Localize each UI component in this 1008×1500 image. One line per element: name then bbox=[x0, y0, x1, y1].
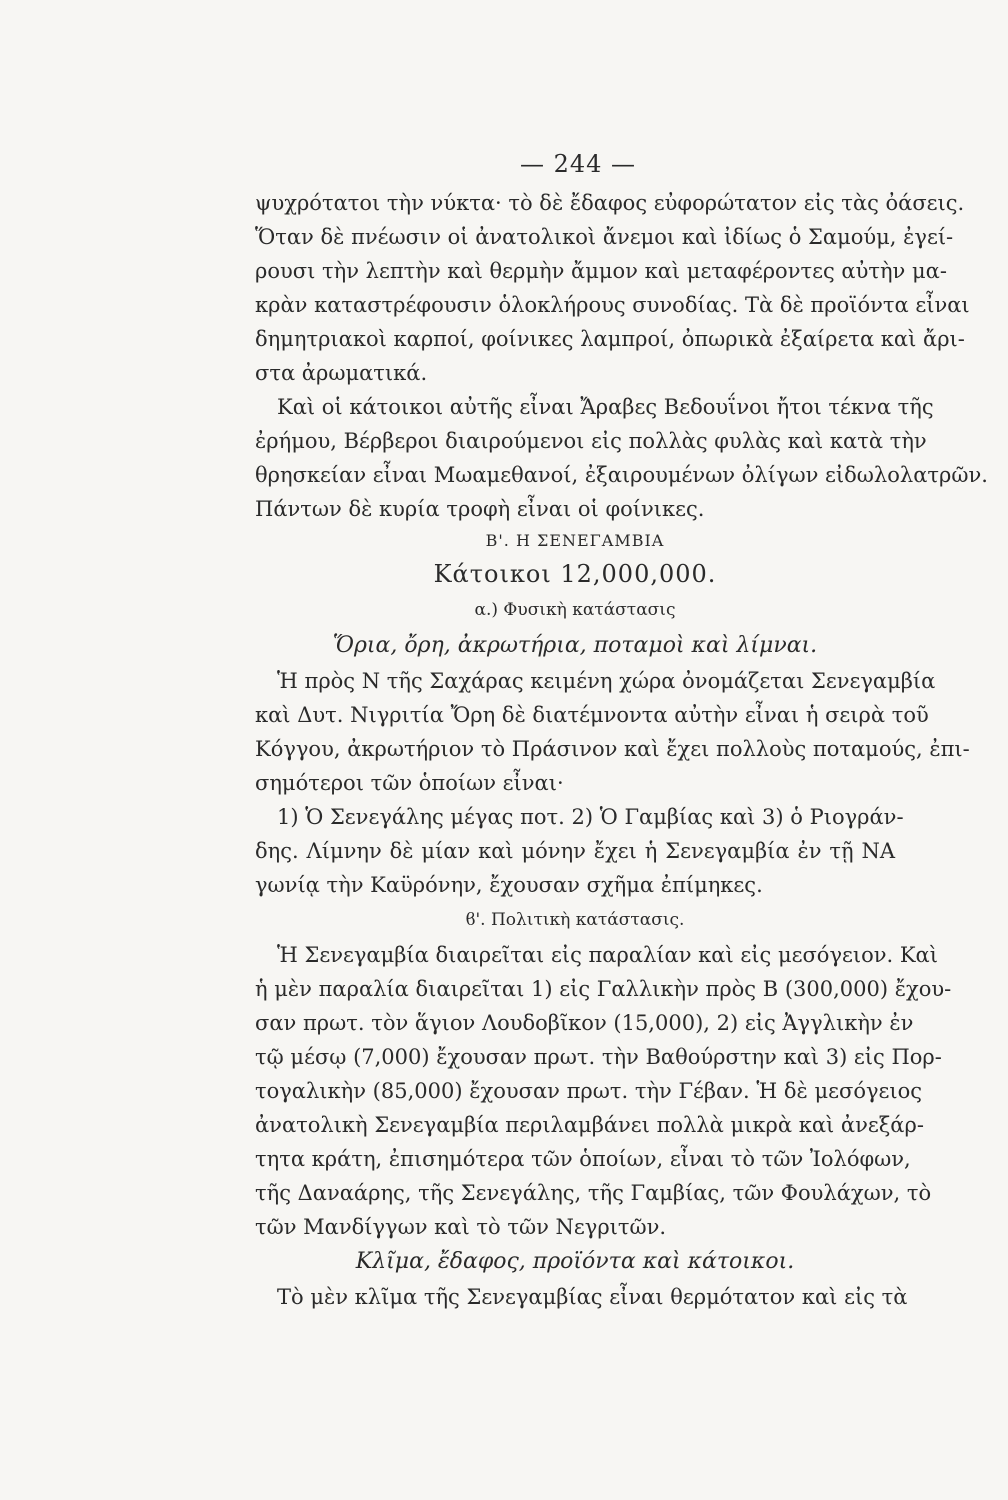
text-line: σαν πρωτ. τὸν ἅγιον Λουδοβῖκον (15,000), 2) εἰς Ἀγγλικὴν ἐν bbox=[255, 1011, 914, 1035]
text-line: Ὅταν δὲ πνέωσιν οἱ ἀνατολικοὶ ἄνεμοι καὶ ἰδίως ὁ Σαμούμ, ἐγεί- bbox=[255, 225, 954, 249]
text-line: ἀνατολικὴ Σενεγαμβία περιλαμβάνει πολλὰ μικρὰ καὶ ἀνεξάρ- bbox=[255, 1113, 924, 1137]
text-line: Πάντων δὲ κυρία τροφὴ εἶναι οἱ φοίνικες. bbox=[255, 497, 705, 521]
subsection-italic-heading: Κλῖμα, ἔδαφος, προϊόντα καὶ κάτοικοι. bbox=[355, 1249, 795, 1274]
text-line: Ἡ Σενεγαμβία διαιρεῖται εἰς παραλίαν καὶ εἰς μεσόγειον. Καὶ bbox=[277, 943, 938, 967]
text-line: τητα κράτη, ἐπισημότερα τῶν ὁποίων, εἶναι τὸ τῶν Ἰολόφων, bbox=[255, 1147, 911, 1171]
text-line: 1) Ὁ Σενεγάλης μέγας ποτ. 2) Ὁ Γαμβίας καὶ 3) ὁ Ριογράν- bbox=[277, 805, 904, 829]
subsection-italic-heading: Ὅρια, ὄρη, ἀκρωτήρια, ποταμοὶ καὶ λίμναι. bbox=[332, 633, 818, 658]
text-line: τῶν Μανδίγγων καὶ τὸ τῶν Νεγριτῶν. bbox=[255, 1215, 667, 1239]
text-line: ψυχρότατοι τὴν νύκτα· τὸ δὲ ἔδαφος εὐφορώτατον εἰς τὰς ὀάσεις. bbox=[255, 191, 965, 215]
text-block bbox=[255, 150, 988, 1314]
text-line: ἡ μὲν παραλία διαιρεῖται 1) εἰς Γαλλικὴν πρὸς Β (300,000) ἔχου- bbox=[255, 977, 952, 1001]
text-line: κρὰν καταστρέφουσιν ὁλοκλήρους συνοδίας. Τὰ δὲ προϊόντα εἶναι bbox=[255, 293, 970, 317]
text-line: σημότεροι τῶν ὁποίων εἶναι· bbox=[255, 771, 564, 795]
text-line: ἐρήμου, Βέρβεροι διαιρούμενοι εἰς πολλὰς φυλὰς καὶ κατὰ τὴν bbox=[255, 429, 927, 453]
text-line: ρουσι τὴν λεπτὴν καὶ θερμὴν ἄμμον καὶ μεταφέροντες αὐτὴν μα- bbox=[255, 259, 947, 283]
text-line: δης. Λίμνην δὲ μίαν καὶ μόνην ἔχει ἡ Σενεγαμβία ἐν τῇ ΝΑ bbox=[255, 839, 895, 863]
text-line: Τὸ μὲν κλῖμα τῆς Σενεγαμβίας εἶναι θερμότατον καὶ εἰς τὰ bbox=[277, 1285, 908, 1309]
text-line: Καὶ οἱ κάτοικοι αὐτῆς εἶναι Ἄραβες Βεδουΐνοι ἤτοι τέκνα τῆς bbox=[277, 395, 934, 419]
text-line: στα ἀρωματικά. bbox=[255, 361, 428, 385]
text-line: θρησκείαν εἶναι Μωαμεθανοί, ἐξαιρουμένων ὀλίγων εἰδωλολατρῶν. bbox=[255, 463, 988, 487]
section-title: Β'. Η ΣΕΝΕΓΑΜΒΙΑ bbox=[485, 531, 665, 550]
text-line: τογαλικὴν (85,000) ἔχουσαν πρωτ. τὴν Γέβαν. Ἡ δὲ μεσόγειος bbox=[255, 1079, 923, 1103]
text-line: Ἡ πρὸς Ν τῆς Σαχάρας κειμένη χώρα ὀνομάζεται Σενεγαμβία bbox=[277, 669, 936, 693]
text-line: γωνίᾳ τὴν Καϋρόνην, ἔχουσαν σχῆμα ἐπίμηκες. bbox=[255, 873, 763, 897]
population-heading: Κάτοικοι 12,000,000. bbox=[433, 560, 717, 588]
text-line: Κόγγου, ἀκρωτήριον τὸ Πράσινον καὶ ἔχει πολλοὺς ποταμούς, ἐπι- bbox=[255, 737, 970, 761]
page-number: — 244 — bbox=[519, 150, 637, 178]
text-line: τῆς Δαναάρης, τῆς Σενεγάλης, τῆς Γαμβίας, τῶν Φουλάχων, τὸ bbox=[255, 1181, 932, 1205]
subsection-heading: ϐ'. Πολιτικὴ κατάστασις. bbox=[465, 910, 685, 930]
text-line: καὶ Δυτ. Νιγριτία Ὄρη δὲ διατέμνοντα αὐτὴν εἶναι ἡ σειρὰ τοῦ bbox=[255, 703, 929, 727]
text-line: τῷ μέσῳ (7,000) ἔχουσαν πρωτ. τὴν Βαθούρστην καὶ 3) εἰς Πορ- bbox=[255, 1045, 942, 1069]
text-line: δημητριακοὶ καρποί, φοίνικες λαμπροί, ὀπωρικὰ ἐξαίρετα καὶ ἄρι- bbox=[255, 327, 965, 351]
subsection-heading: α.) Φυσικὴ κατάστασις bbox=[474, 600, 676, 620]
